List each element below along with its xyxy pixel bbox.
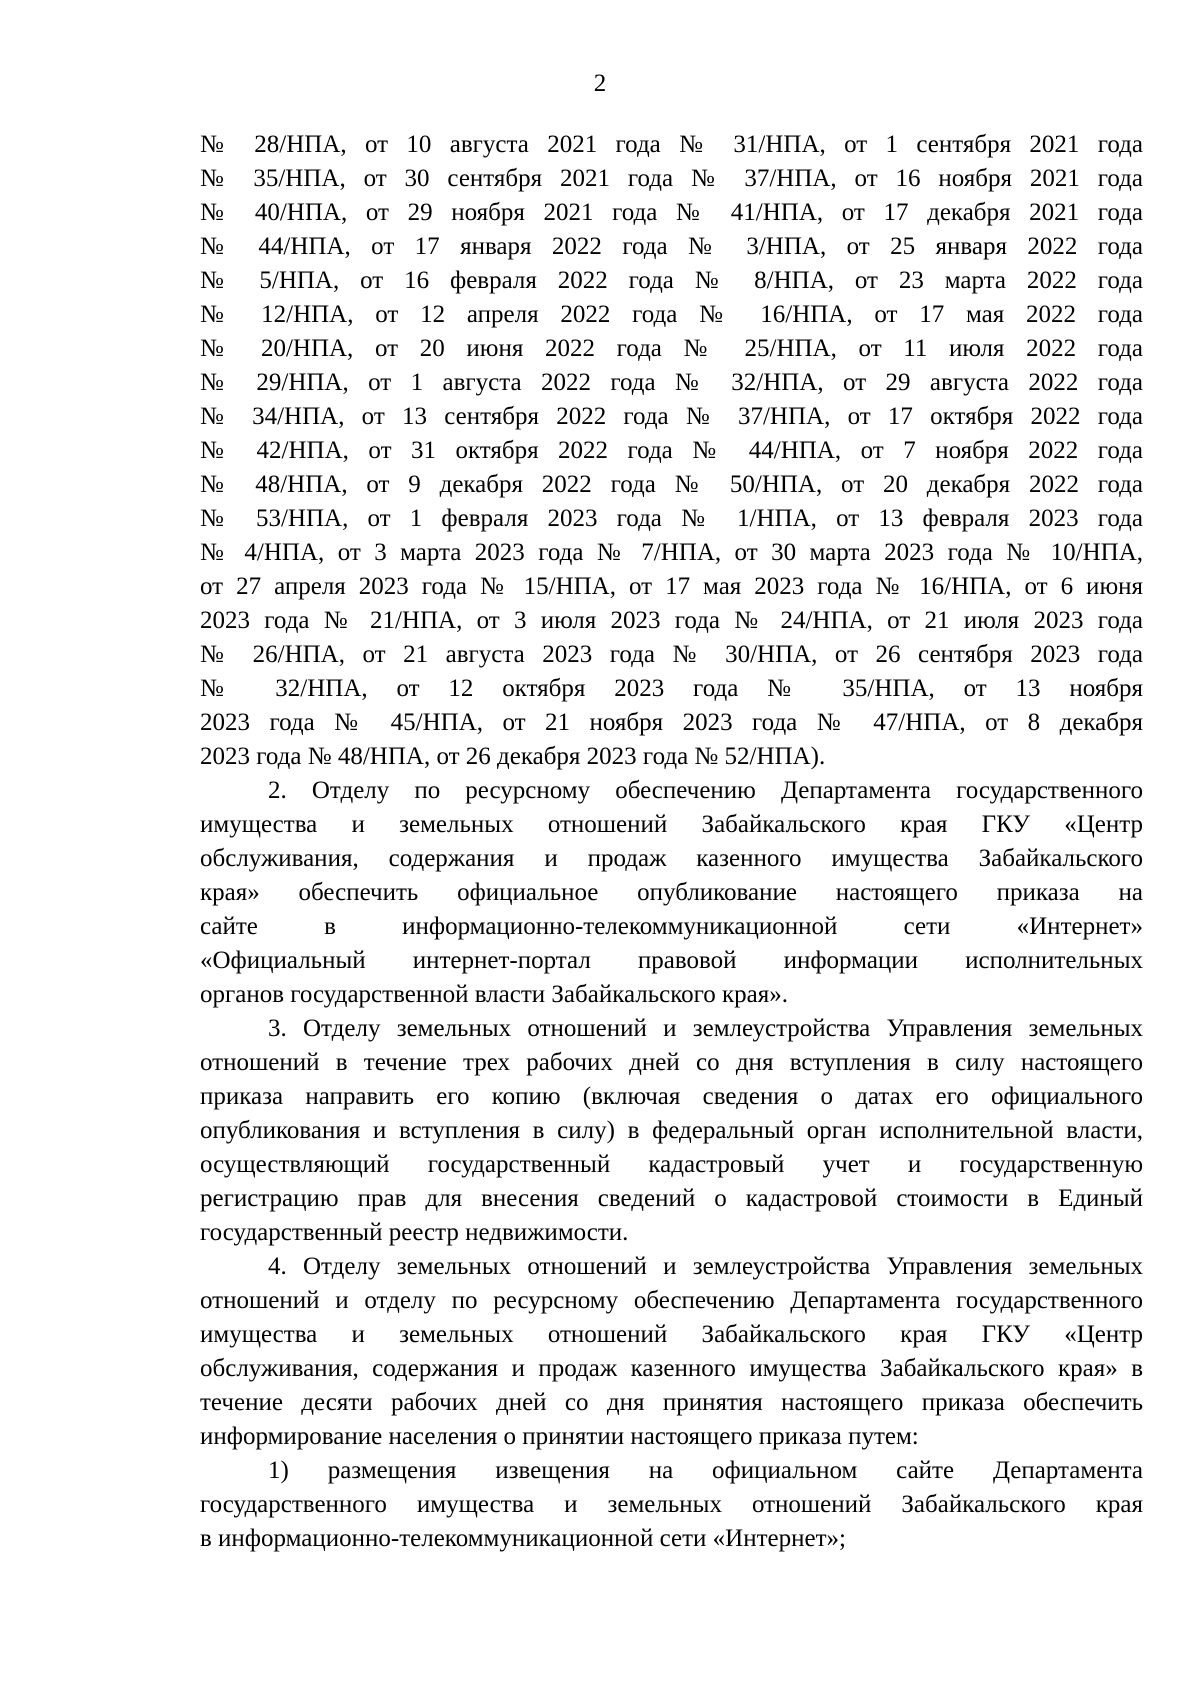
text-line: № 26/НПА, от 21 августа 2023 года № 30/НПА, от 26 сентября 2023 года xyxy=(200,641,1143,668)
text-line: 4. Отделу земельных отношений и землеустройства Управления земельных xyxy=(268,1253,1143,1280)
text-line: обслуживания, содержания и продаж казенного имущества Забайкальского края» в xyxy=(200,1355,1143,1382)
text-line: приказа направить его копию (включая сведения о датах его официального xyxy=(200,1083,1143,1110)
text-line: № 12/НПА, от 12 апреля 2022 года № 16/НПА, от 17 мая 2022 года xyxy=(200,301,1143,328)
text-line: № 40/НПА, от 29 ноября 2021 года № 41/НПА, от 17 декабря 2021 года xyxy=(200,199,1143,226)
text-line: № 5/НПА, от 16 февраля 2022 года № 8/НПА, от 23 марта 2022 года xyxy=(200,267,1143,294)
text-line: отношений в течение трех рабочих дней со дня вступления в силу настоящего xyxy=(200,1049,1143,1076)
text-line: имущества и земельных отношений Забайкальского края ГКУ «Центр xyxy=(200,811,1143,838)
text-line: сайте в информационно-телекоммуникационной сети «Интернет» xyxy=(200,913,1143,940)
text-line: отношений и отделу по ресурсному обеспечению Департамента государственного xyxy=(200,1287,1143,1314)
text-line: государственный реестр недвижимости. xyxy=(200,1219,629,1246)
text-line: 2. Отделу по ресурсному обеспечению Департамента государственного xyxy=(268,777,1143,804)
text-line: осуществляющий государственный кадастровый учет и государственную xyxy=(200,1151,1143,1178)
text-line: государственного имущества и земельных отношений Забайкальского края xyxy=(200,1491,1143,1518)
text-line: № 35/НПА, от 30 сентября 2021 года № 37/НПА, от 16 ноября 2021 года xyxy=(200,165,1143,192)
paragraph-p3 xyxy=(200,1012,1143,1250)
text-line: 1) размещения извещения на официальном сайте Департамента xyxy=(268,1457,1143,1484)
text-line: в информационно-телекоммуникационной сети «Интернет»; xyxy=(200,1525,846,1552)
text-line: № 42/НПА, от 31 октября 2022 года № 44/НПА, от 7 ноября 2022 года xyxy=(200,437,1143,464)
page-number: 2 xyxy=(593,70,607,97)
text-line: № 53/НПА, от 1 февраля 2023 года № 1/НПА, от 13 февраля 2023 года xyxy=(200,505,1143,532)
document-body xyxy=(200,128,1143,1556)
text-line: № 20/НПА, от 20 июня 2022 года № 25/НПА, от 11 июля 2022 года xyxy=(200,335,1143,362)
text-line: № 44/НПА, от 17 января 2022 года № 3/НПА, от 25 января 2022 года xyxy=(200,233,1143,260)
paragraph-p5 xyxy=(200,1454,1143,1556)
text-line: № 28/НПА, от 10 августа 2021 года № 31/НПА, от 1 сентября 2021 года xyxy=(200,131,1143,158)
text-line: № 48/НПА, от 9 декабря 2022 года № 50/НПА, от 20 декабря 2022 года xyxy=(200,471,1143,498)
text-line: № 29/НПА, от 1 августа 2022 года № 32/НПА, от 29 августа 2022 года xyxy=(200,369,1143,396)
text-line: № 4/НПА, от 3 марта 2023 года № 7/НПА, от 30 марта 2023 года № 10/НПА, xyxy=(200,539,1143,566)
text-line: 2023 года № 45/НПА, от 21 ноября 2023 года № 47/НПА, от 8 декабря xyxy=(200,709,1143,736)
paragraph-p4 xyxy=(200,1250,1143,1454)
text-line: 3. Отделу земельных отношений и землеустройства Управления земельных xyxy=(268,1015,1143,1042)
text-line: органов государственной власти Забайкальского края». xyxy=(200,981,789,1008)
text-line: информирование населения о принятии настоящего приказа путем: xyxy=(200,1423,919,1450)
text-line: № 32/НПА, от 12 октября 2023 года № 35/НПА, от 13 ноября xyxy=(200,675,1143,702)
text-line: опубликования и вступления в силу) в федеральный орган исполнительной власти, xyxy=(200,1117,1143,1144)
text-line: регистрацию прав для внесения сведений о кадастровой стоимости в Единый xyxy=(200,1185,1143,1212)
text-line: 2023 года № 48/НПА, от 26 декабря 2023 года № 52/НПА). xyxy=(200,743,826,770)
paragraph-p1 xyxy=(200,128,1143,774)
text-line: «Официальный интернет-портал правовой информации исполнительных xyxy=(200,947,1143,974)
text-line: 2023 года № 21/НПА, от 3 июля 2023 года № 24/НПА, от 21 июля 2023 года xyxy=(200,607,1143,634)
text-line: № 34/НПА, от 13 сентября 2022 года № 37/НПА, от 17 октября 2022 года xyxy=(200,403,1143,430)
text-line: обслуживания, содержания и продаж казенного имущества Забайкальского xyxy=(200,845,1143,872)
text-line: течение десяти рабочих дней со дня принятия настоящего приказа обеспечить xyxy=(200,1389,1143,1416)
text-line: края» обеспечить официальное опубликование настоящего приказа на xyxy=(200,879,1143,906)
text-line: имущества и земельных отношений Забайкальского края ГКУ «Центр xyxy=(200,1321,1143,1348)
text-line: от 27 апреля 2023 года № 15/НПА, от 17 мая 2023 года № 16/НПА, от 6 июня xyxy=(200,573,1143,600)
paragraph-p2 xyxy=(200,774,1143,1012)
